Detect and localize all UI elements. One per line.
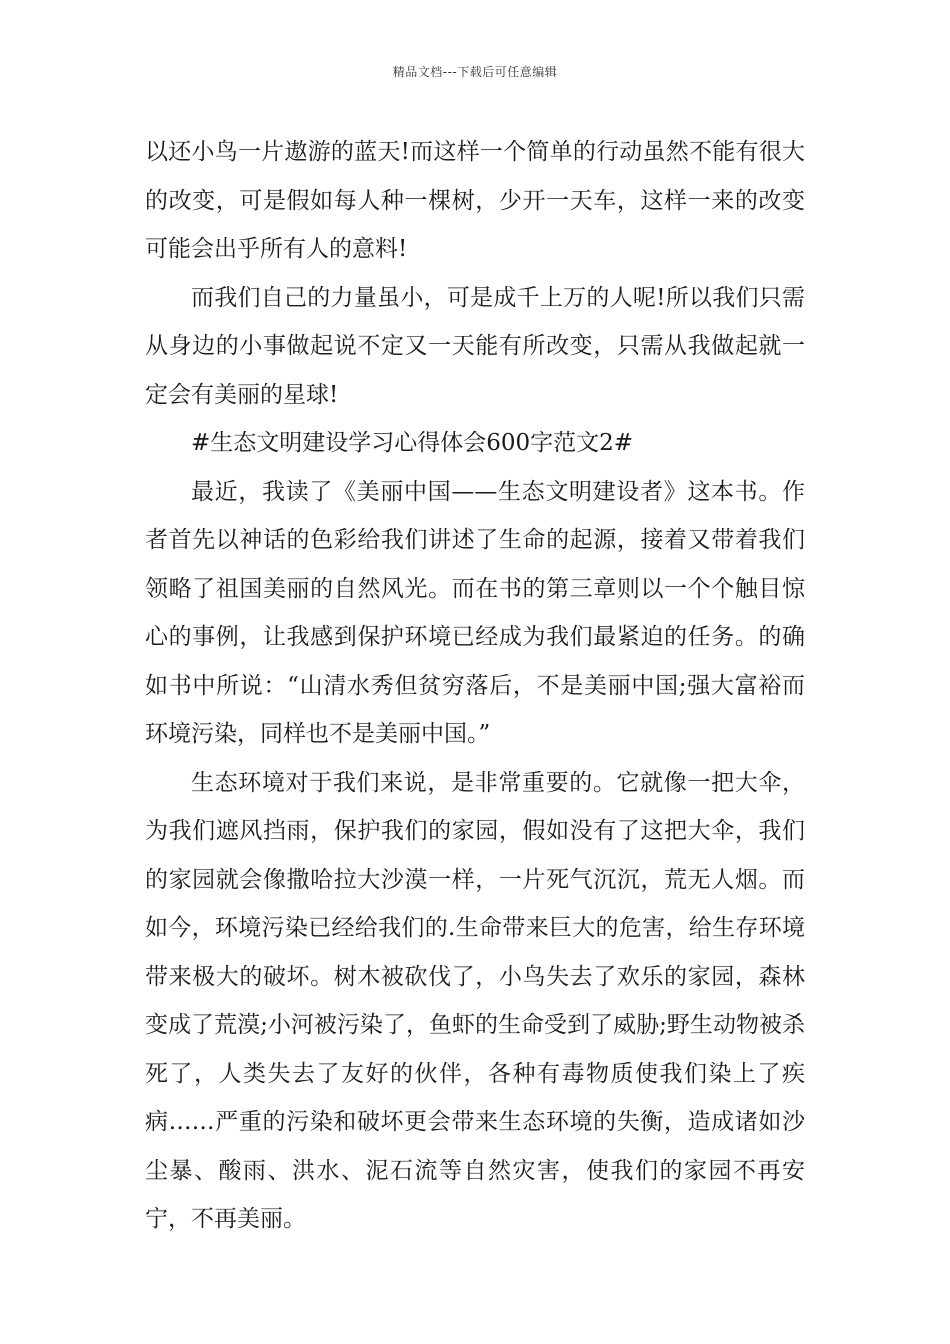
paragraph-2: 而我们自己的力量虽小，可是成千上万的人呢!所以我们只需从身边的小事做起说不定又一天能有所改变，只需从我做起就一定会有美丽的星球! <box>145 284 805 408</box>
paragraph-3: 最近，我读了《美丽中国——生态文明建设者》这本书。作者首先以神话的色彩给我们讲述了生命的起源，接着又带着我们领略了祖国美丽的自然风光。而在书的第三章则以一个个触目惊心的事例，让我感到保护环境已经成为我们最紧迫的任务。的确如书中所说：“山清水秀但贫穷落后，不是美丽中国;强大富裕而环境污染，同样也不是美丽中国。” <box>145 478 805 747</box>
document-body <box>145 128 805 1244</box>
paragraph-4: 生态环境对于我们来说，是非常重要的。它就像一把大伞，为我们遮风挡雨，保护我们的家园，假如没有了这把大伞，我们的家园就会像撒哈拉大沙漠一样，一片死气沉沉，荒无人烟。而如今，环境污染已经给我们的.生命带来巨大的危害，给生存环境带来极大的破坏。树木被砍伐了，小鸟失去了欢乐的家园，森林变成了荒漠;小河被污染了，鱼虾的生命受到了威胁;野生动物被杀死了，人类失去了友好的伙伴，各种有毒物质使我们染上了疾病……严重的污染和破坏更会带来生态环境的失衡，造成诸如沙尘暴、酸雨、洪水、泥石流等自然灾害，使我们的家园不再安宁，不再美丽。 <box>145 769 805 1232</box>
paragraph-1: 以还小鸟一片遨游的蓝天!而这样一个简单的行动虽然不能有很大的改变，可是假如每人种一棵树，少开一天车，这样一来的改变可能会出乎所有人的意料! <box>145 139 805 262</box>
section-heading: #生态文明建设学习心得体会600字范文2# <box>191 430 634 456</box>
page-header: 精品文档---下载后可任意编辑 <box>392 65 558 79</box>
